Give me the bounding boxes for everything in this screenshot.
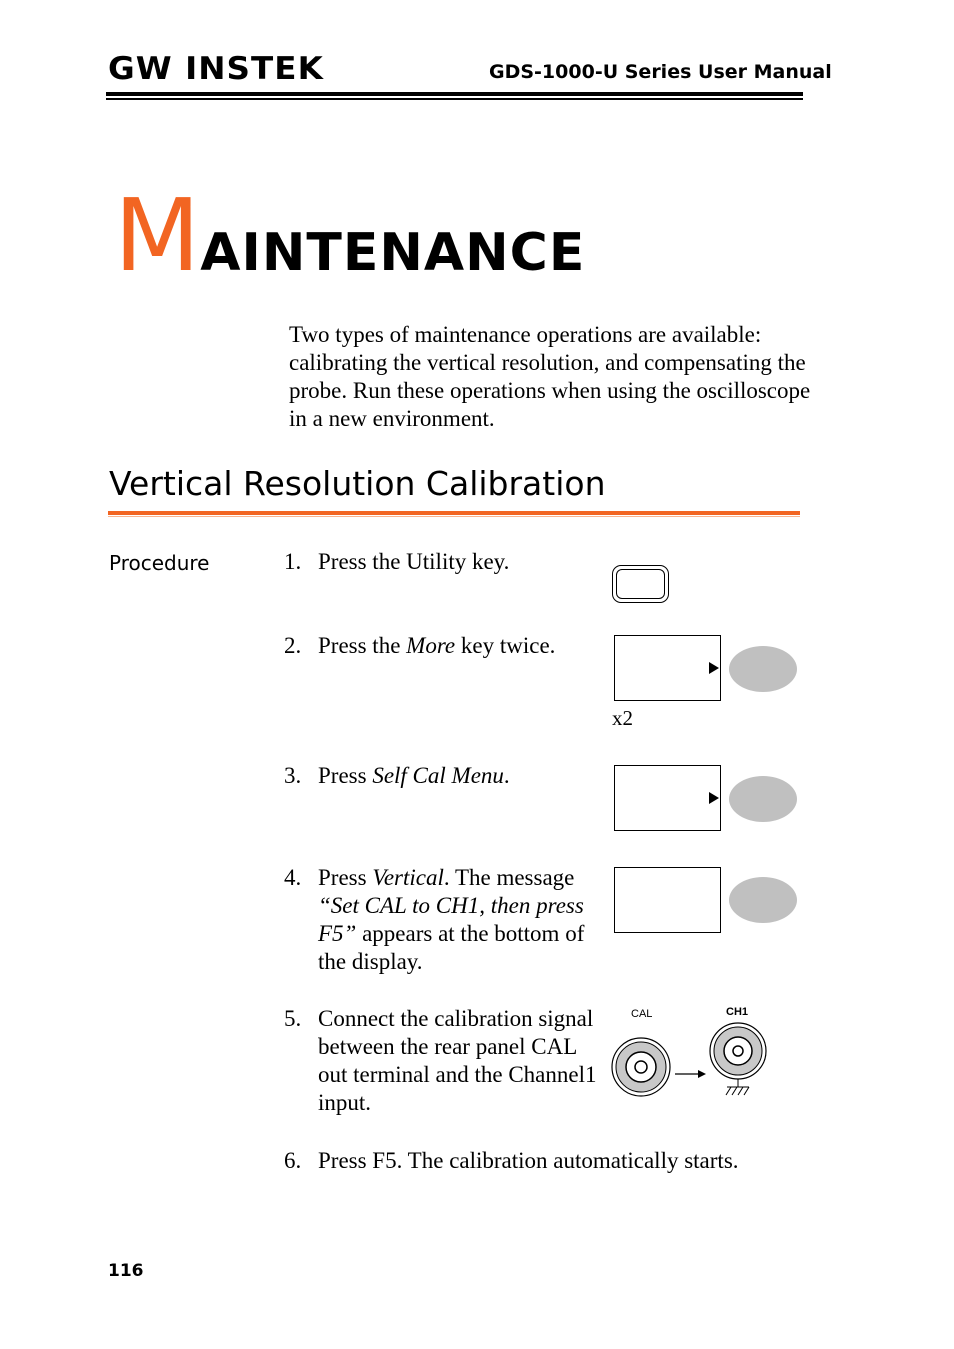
step-text-pre: Press	[318, 865, 373, 890]
step-number: 4.	[284, 865, 302, 890]
step-keyword: Self Cal Menu	[372, 763, 504, 788]
manual-title: GDS-1000-U Series User Manual	[489, 61, 832, 83]
section-rule-shadow	[108, 516, 800, 517]
step-text: Press F5. The calibration automatically starts.	[318, 1148, 739, 1173]
step-number: 2.	[284, 633, 302, 658]
step-number: 5.	[284, 1006, 302, 1031]
step-keyword: Vertical	[372, 865, 444, 890]
chapter-initial: M	[114, 177, 201, 294]
step-keyword: More	[406, 633, 456, 658]
menu-softkey-box	[614, 765, 721, 831]
step-text-pre: Press	[318, 763, 373, 788]
section-title: Vertical Resolution Calibration	[109, 464, 606, 503]
step-text-pre: Press the	[318, 633, 407, 658]
step-text: Press the Utility key.	[318, 549, 510, 574]
utility-key-inner	[616, 569, 665, 599]
step-number: 1.	[284, 549, 302, 574]
ground-icon	[726, 1079, 749, 1095]
step-text-mid: . The message	[443, 865, 575, 890]
step-number: 6.	[284, 1148, 302, 1173]
step-text-post: appears at the bottom of the display.	[318, 921, 585, 974]
cal-label: CAL	[631, 1008, 653, 1020]
menu-arrow-icon	[709, 792, 719, 804]
header-rule-thin	[106, 98, 803, 100]
menu-arrow-icon	[709, 662, 719, 674]
step-text	[318, 864, 608, 976]
step-text-post: key twice.	[455, 633, 556, 658]
right-arrow-icon	[675, 1070, 706, 1078]
procedure-label: Procedure	[109, 551, 210, 575]
chapter-title-rest: AINTENANCE	[200, 223, 586, 283]
ch1-bnc-connector-icon	[710, 1023, 766, 1079]
chapter-title	[114, 177, 586, 294]
header-rule	[106, 92, 803, 96]
section-rule	[108, 511, 800, 515]
intro-paragraph: Two types of maintenance operations are available: calibrating the vertical resolution, and compensating the probe. Run these operations when using the oscilloscope in a new environment.	[289, 322, 811, 431]
function-key-icon	[729, 776, 797, 822]
step-message: “Set CAL to CH1, then press F5”	[318, 893, 584, 946]
step-text: Connect the calibration signal between the rear panel CAL out terminal and the Channel1 input.	[318, 1006, 597, 1115]
brand-logo: GW INSTEK	[108, 51, 324, 87]
cal-bnc-connector-icon	[612, 1038, 670, 1096]
ch1-label: CH1	[726, 1006, 749, 1018]
connector-diagram	[600, 998, 790, 1108]
menu-softkey-box	[614, 635, 721, 701]
step-number: 3.	[284, 763, 302, 788]
function-key-icon	[729, 877, 797, 923]
step-text-post: .	[503, 763, 510, 788]
page-number: 116	[108, 1261, 144, 1281]
function-key-icon	[729, 646, 797, 692]
menu-softkey-box	[614, 867, 721, 933]
repeat-count-label: x2	[612, 706, 633, 730]
